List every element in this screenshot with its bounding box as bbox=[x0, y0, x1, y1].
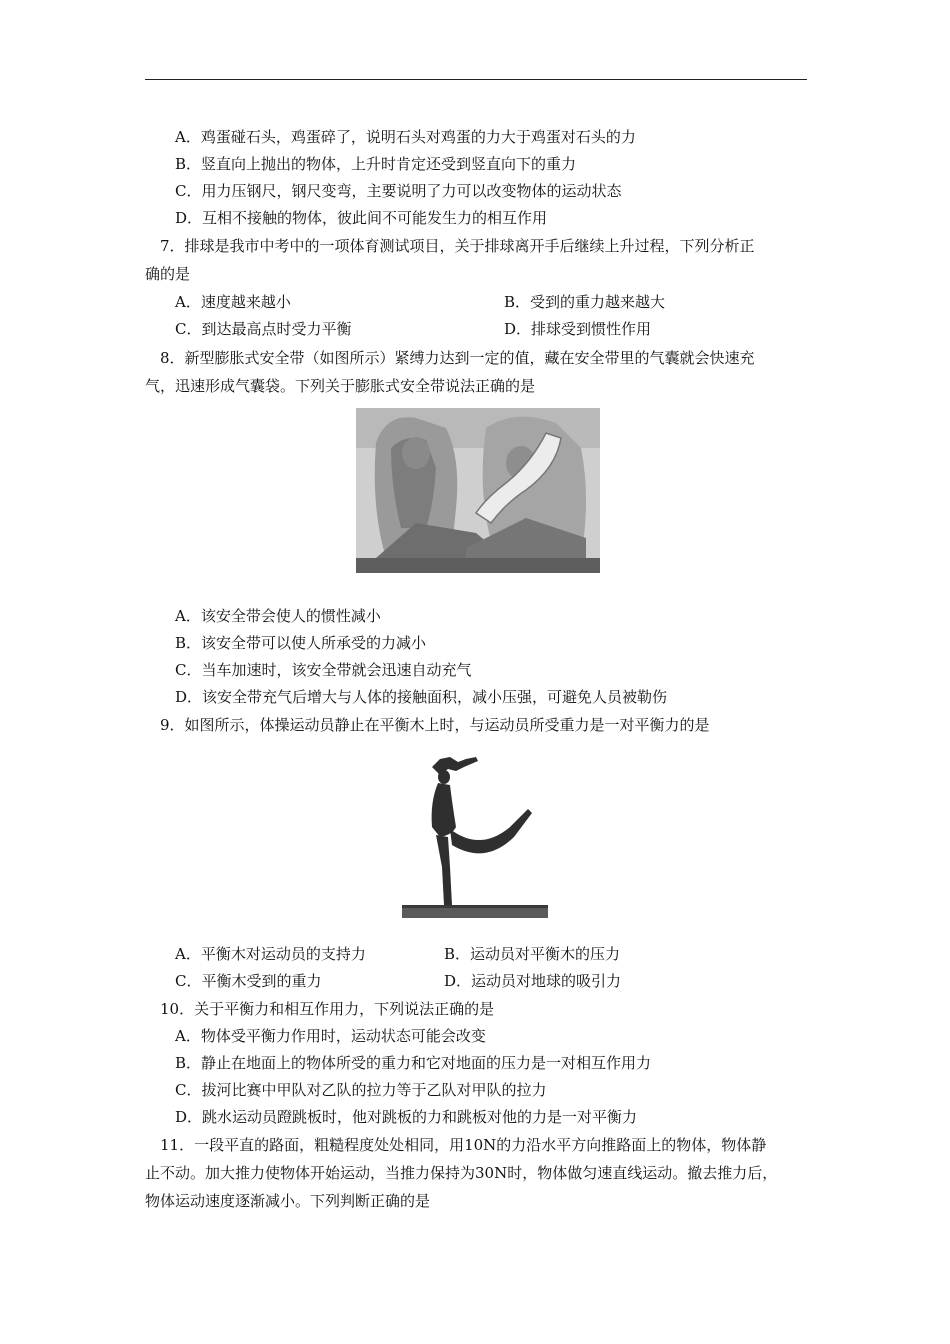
q11-line1: 11．一段平直的路面，粗糙程度处处相同，用10N的力沿水平方向推路面上的物体，物体静 bbox=[160, 1136, 767, 1154]
header-rule bbox=[145, 79, 807, 80]
q9-option-a: A．平衡木对运动员的支持力 bbox=[175, 945, 366, 963]
q8-option-b: B．该安全带可以使人所承受的力减小 bbox=[175, 634, 427, 652]
q7-stem-line2: 确的是 bbox=[145, 265, 191, 283]
q10-option-a: A．物体受平衡力作用时，运动状态可能会改变 bbox=[175, 1027, 486, 1045]
q8-stem-line1: 8．新型膨胀式安全带（如图所示）紧缚力达到一定的值，藏在安全带里的气囊就会快速充 bbox=[160, 349, 755, 367]
q10-option-d: D．跳水运动员蹬跳板时，他对跳板的力和跳板对他的力是一对平衡力 bbox=[175, 1108, 638, 1126]
q6-option-d: D．互相不接触的物体，彼此间不可能发生力的相互作用 bbox=[175, 209, 548, 227]
q7-stem-line1: 7．排球是我市中考中的一项体育测试项目，关于排球离开手后继续上升过程，下列分析正 bbox=[160, 237, 755, 255]
q8-option-a: A．该安全带会使人的惯性减小 bbox=[175, 607, 381, 625]
q8-stem-line2: 气，迅速形成气囊袋。下列关于膨胀式安全带说法正确的是 bbox=[145, 377, 536, 395]
q10-option-b: B．静止在地面上的物体所受的重力和它对地面的压力是一对相互作用力 bbox=[175, 1054, 652, 1072]
q6-option-c: C．用力压钢尺，钢尺变弯，主要说明了力可以改变物体的运动状态 bbox=[175, 182, 622, 200]
gymnast-balance-beam-figure bbox=[400, 757, 550, 922]
q6-option-b: B．竖直向上抛出的物体，上升时肯定还受到竖直向下的重力 bbox=[175, 155, 577, 173]
q10-option-c: C．拔河比赛中甲队对乙队的拉力等于乙队对甲队的拉力 bbox=[175, 1081, 547, 1099]
q7-option-c: C．到达最高点时受力平衡 bbox=[175, 320, 352, 338]
q11-line2: 止不动。加大推力使物体开始运动，当推力保持为30N时，物体做匀速直线运动。撤去推力后， bbox=[145, 1164, 778, 1182]
q9-option-c: C．平衡木受到的重力 bbox=[175, 972, 322, 990]
q9-stem: 9．如图所示，体操运动员静止在平衡木上时，与运动员所受重力是一对平衡力的是 bbox=[160, 716, 710, 734]
q7-option-b: B．受到的重力越来越大 bbox=[504, 293, 666, 311]
q11-line3: 物体运动速度逐渐减小。下列判断正确的是 bbox=[145, 1192, 431, 1210]
q8-option-d: D．该安全带充气后增大与人体的接触面积，减小压强，可避免人员被勒伤 bbox=[175, 688, 668, 706]
q7-option-d: D．排球受到惯性作用 bbox=[504, 320, 652, 338]
q9-option-b: B．运动员对平衡木的压力 bbox=[444, 945, 621, 963]
q6-option-a: A．鸡蛋碰石头，鸡蛋碎了，说明石头对鸡蛋的力大于鸡蛋对石头的力 bbox=[175, 128, 636, 146]
seatbelt-airbag-photo bbox=[356, 408, 600, 573]
q10-stem: 10．关于平衡力和相互作用力，下列说法正确的是 bbox=[160, 1000, 495, 1018]
q7-option-a: A．速度越来越小 bbox=[175, 293, 291, 311]
q9-option-d: D．运动员对地球的吸引力 bbox=[444, 972, 622, 990]
q8-option-c: C．当车加速时，该安全带就会迅速自动充气 bbox=[175, 661, 472, 679]
